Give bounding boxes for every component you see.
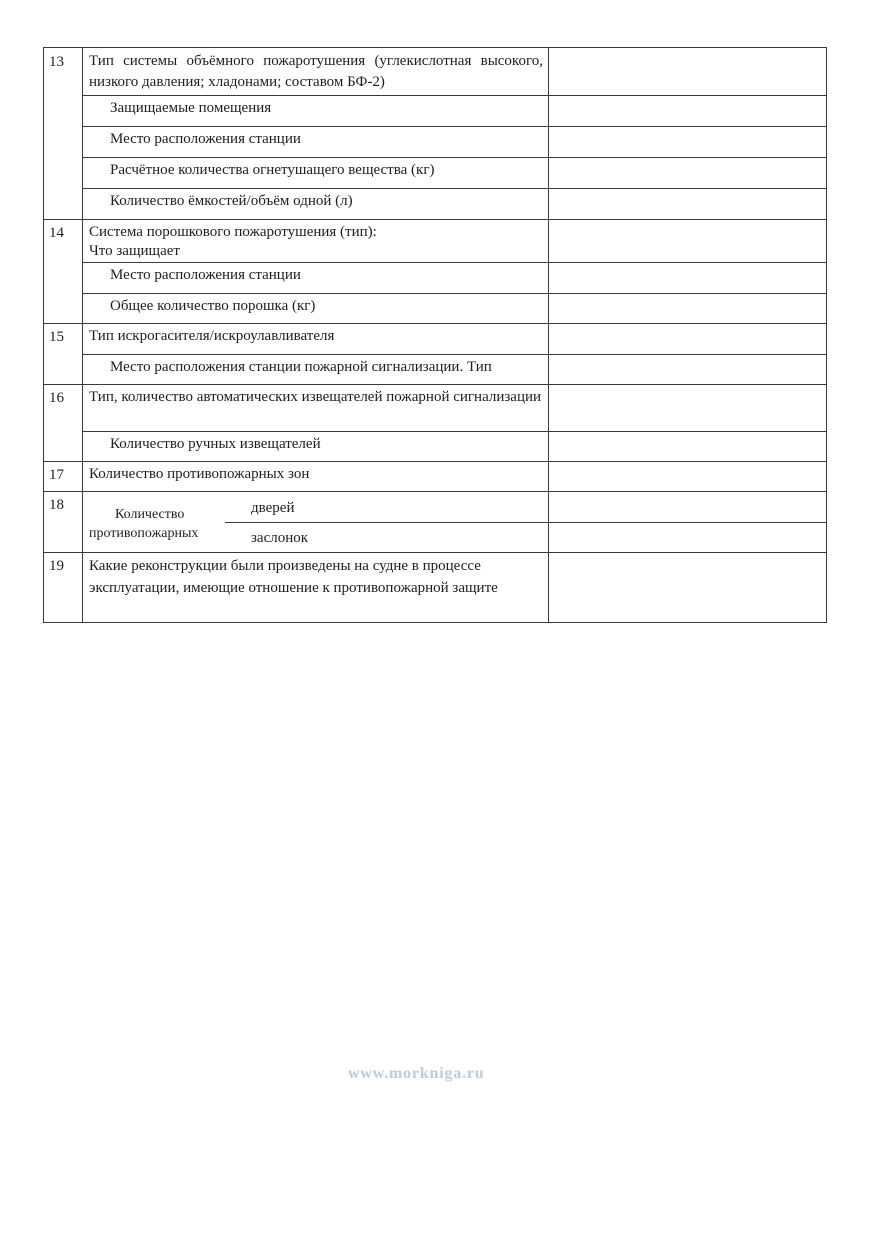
subrow-separator	[82, 431, 827, 432]
table-border-right	[826, 47, 827, 623]
row-13-containers-label: Количество ёмкостей/объём одной (л)	[110, 193, 353, 209]
row-18-label-line2: противопожарных	[89, 526, 199, 541]
row-16-manual-detectors-label: Количество ручных извещателей	[110, 436, 321, 452]
subrow-separator	[82, 188, 827, 189]
row-separator	[43, 323, 827, 324]
table-border-left	[43, 47, 44, 623]
value-column-divider	[548, 47, 549, 623]
subrow-separator	[82, 262, 827, 263]
row-separator	[43, 552, 827, 553]
row-18-label-line1: Количество	[115, 507, 185, 522]
subrow-separator-doors-dampers	[225, 522, 827, 523]
subrow-separator	[82, 354, 827, 355]
row-13-number: 13	[49, 54, 64, 70]
row-separator	[43, 461, 827, 462]
row-separator	[43, 491, 827, 492]
row-14-title: Система порошкового пожаротушения (тип):	[89, 224, 377, 240]
table-border-top	[43, 47, 827, 48]
row-16-title: Тип, количество автоматических извещателей пожарной сигнализации	[89, 389, 542, 405]
row-17-title: Количество противопожарных зон	[89, 466, 310, 482]
row-13-station-location-label: Место расположения станции	[110, 131, 301, 147]
fire-protection-table	[43, 47, 827, 623]
table-border-bottom	[43, 622, 827, 623]
number-column-divider	[82, 47, 83, 623]
row-17-number: 17	[49, 467, 64, 483]
row-14-what-protects: Что защищает	[89, 243, 180, 259]
row-15-number: 15	[49, 329, 64, 345]
subrow-separator	[82, 95, 827, 96]
row-separator	[43, 219, 827, 220]
row-14-number: 14	[49, 225, 64, 241]
row-13-title: Тип системы объёмного пожаротушения (углекислотная высокого, низкого давления; хладонами; составом БФ-2)	[89, 53, 543, 90]
watermark: www.morkniga.ru	[348, 1065, 485, 1082]
row-14-powder-quantity-label: Общее количество порошка (кг)	[110, 298, 316, 314]
row-15-alarm-station-label: Место расположения станции пожарной сигнализации. Тип	[110, 359, 492, 375]
row-18-dampers-label: заслонок	[251, 530, 309, 546]
row-14-station-location-label: Место расположения станции	[110, 267, 301, 283]
row-13-protected-rooms-label: Защищаемые помещения	[110, 100, 272, 116]
row-16-number: 16	[49, 390, 64, 406]
row-19-number: 19	[49, 558, 64, 574]
row-15-title: Тип искрогасителя/искроулавливателя	[89, 328, 335, 344]
row-13-agent-quantity-label: Расчётное количества огнетушащего вещества (кг)	[110, 162, 435, 178]
subrow-separator	[82, 126, 827, 127]
row-19-title: Какие реконструкции были произведены на судне в процессе эксплуатации, имеющие отношение к противопожарной защите	[89, 558, 498, 596]
subrow-separator	[82, 293, 827, 294]
row-18-doors-label: дверей	[251, 500, 295, 516]
subrow-separator	[82, 157, 827, 158]
row-separator	[43, 384, 827, 385]
row-18-number: 18	[49, 497, 64, 513]
